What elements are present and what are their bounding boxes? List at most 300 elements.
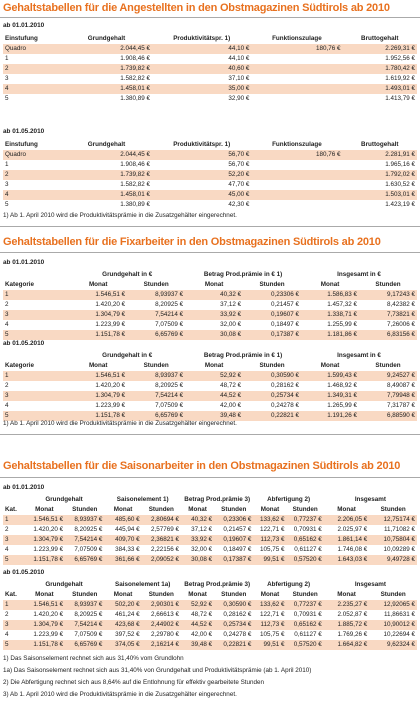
table-cell: 3 (3, 535, 24, 545)
group-header: Grundgehalt in € (69, 270, 185, 280)
table-row (3, 401, 417, 411)
table-row (3, 381, 417, 391)
blank-cell (3, 270, 69, 280)
table-cell: 1.413,79 € (342, 94, 417, 104)
s1-footnote: 1) Ab 1. April 2010 wird die Produktivitätsprämie in die Zusatzgehälter eingerechnet. (3, 212, 237, 219)
column-header: Stunden (287, 505, 324, 515)
column-header: Kategorie (3, 361, 69, 371)
table-cell: 4 (3, 320, 69, 330)
header-row (3, 505, 417, 515)
table-cell: 52,92 € (185, 371, 243, 381)
section3-title: Gehaltstabellen für die Saisonarbeiter in den Obstmagazinen Südtirols ab 2010 (3, 460, 401, 472)
table-cell (251, 180, 342, 190)
column-header: Stunden (142, 505, 181, 515)
table-cell: 1.908,46 € (61, 160, 152, 170)
table-cell: 3 (3, 391, 69, 401)
table-row (3, 150, 417, 160)
table-cell: 1.952,56 € (342, 54, 417, 64)
table-cell: 445,94 € (104, 525, 141, 535)
table-cell: 384,33 € (104, 545, 141, 555)
table-cell: 48,72 € (181, 610, 214, 620)
table-cell: 1.151,78 € (24, 640, 65, 650)
table-cell: 1.151,78 € (24, 555, 65, 565)
table-cell: 0,65162 € (287, 535, 324, 545)
group-header: Betrag Prod.prämie in € 1) (185, 270, 301, 280)
table-cell: 4 (3, 545, 24, 555)
s3-footnote-1a: 1a) Das Saisonselement rechnet sich aus 31,40% von Grundgehalt und Produktivitätsprämie (ab 1. April 2010) (3, 667, 312, 674)
table-cell: 1.151,78 € (69, 330, 127, 340)
column-header: Produktivitätspr. 1) (152, 34, 251, 44)
table-cell: 1.423,19 € (342, 200, 417, 210)
table-row (3, 300, 417, 310)
group-header: Abfertigung 2) (253, 495, 323, 505)
group-header: Grundgehalt (24, 495, 105, 505)
table-cell: 1.769,26 € (324, 630, 370, 640)
table-cell: 1.586,83 € (301, 290, 359, 300)
table-cell: 9,62324 € (369, 640, 417, 650)
table-cell: 122,71 € (253, 525, 286, 535)
table-cell: 10,22694 € (369, 630, 417, 640)
table-cell: 133,62 € (253, 600, 286, 610)
table-cell: 40,60 € (152, 64, 251, 74)
table-cell (251, 54, 342, 64)
table-cell: 1.780,42 € (342, 64, 417, 74)
table-cell: 2,57769 € (142, 525, 181, 535)
column-header: Monat (324, 590, 370, 600)
table-cell: 10,90012 € (369, 620, 417, 630)
table-cell: 1.792,02 € (342, 170, 417, 180)
table-cell: 1.191,26 € (301, 411, 359, 421)
header-row (3, 361, 417, 371)
column-header: Monat (24, 590, 65, 600)
header-row (3, 590, 417, 600)
table-cell: 1.420,20 € (24, 610, 65, 620)
table-row (3, 610, 417, 620)
table-cell: 2.235,27 € (324, 600, 370, 610)
group-header-row (3, 351, 417, 361)
table-cell: 12,75174 € (369, 515, 417, 525)
table-row (3, 180, 417, 190)
table-cell: 361,66 € (104, 555, 141, 565)
table-cell: 1 (3, 600, 24, 610)
table-cell: 1.151,78 € (69, 411, 127, 421)
table-cell: 32,90 € (152, 94, 251, 104)
table-cell: 2 (3, 381, 69, 391)
column-header: Einstufung (3, 140, 61, 150)
table-cell: 2.281,91 € (342, 150, 417, 160)
table-cell: 37,10 € (152, 74, 251, 84)
group-header-row (3, 495, 417, 505)
table-cell: 52,92 € (181, 600, 214, 610)
table-cell: 409,70 € (104, 535, 141, 545)
table-cell: 7,54214 € (127, 310, 185, 320)
table-cell: 2,16214 € (142, 640, 181, 650)
table-row (3, 160, 417, 170)
table-cell: 1.643,03 € (324, 555, 370, 565)
table-cell: 1.582,82 € (61, 180, 152, 190)
table-cell: 180,76 € (251, 44, 342, 54)
table-cell: 33,92 € (181, 535, 214, 545)
table-cell: 1.304,79 € (69, 391, 127, 401)
table-cell: 1.338,71 € (301, 310, 359, 320)
column-header: Monat (253, 590, 286, 600)
table-cell: 39,48 € (185, 411, 243, 421)
table-cell: 1.546,51 € (24, 515, 65, 525)
section2-title: Gehaltstabellen für die Fixarbeiter in den Obstmagazinen Südtirols ab 2010 (3, 236, 381, 248)
table-row (3, 600, 417, 610)
s2-block2-date: ab 01.05.2010 (3, 340, 45, 347)
table-cell: 8,93937 € (65, 515, 104, 525)
table-cell: 7,73821 € (359, 310, 417, 320)
table-row (3, 371, 417, 381)
table-cell: 2,22156 € (142, 545, 181, 555)
s2-table-1 (3, 270, 417, 340)
table-cell: 7,07509 € (127, 401, 185, 411)
table-cell: 30,08 € (185, 330, 243, 340)
divider (0, 434, 420, 435)
table-cell: 40,32 € (185, 290, 243, 300)
table-cell: 112,73 € (253, 620, 286, 630)
s3-footnote-1: 1) Das Saisonselement rechnet sich aus 31,40% vom Grundlohn (3, 655, 184, 662)
table-cell: 6,83156 € (359, 330, 417, 340)
table-cell: 39,48 € (181, 640, 214, 650)
table-cell (251, 74, 342, 84)
table-cell: 10,09289 € (369, 545, 417, 555)
table-cell: 1.265,99 € (301, 401, 359, 411)
section1-title: Gehaltstabellen für die Angestellten in den Obstmagazinen Südtirols ab 2010 (3, 2, 390, 14)
column-header: Monat (185, 361, 243, 371)
table-cell: 56,70 € (152, 160, 251, 170)
group-header: Betrag Prod.prämie 3) (181, 495, 253, 505)
table-cell: 48,72 € (185, 381, 243, 391)
table-cell: 0,18497 € (243, 320, 301, 330)
group-header: Abfertigung 2) (253, 580, 323, 590)
table-cell: 1.908,46 € (61, 54, 152, 64)
table-cell: 2.269,31 € (342, 44, 417, 54)
table-row (3, 620, 417, 630)
table-cell (251, 170, 342, 180)
table-cell (251, 200, 342, 210)
table-cell: 5 (3, 555, 24, 565)
table-cell: 42,00 € (181, 630, 214, 640)
table-cell: 12,92065 € (369, 600, 417, 610)
divider (0, 252, 420, 253)
group-header: Grundgehalt (24, 580, 105, 590)
table-cell: 1.304,79 € (24, 620, 65, 630)
table-cell (251, 94, 342, 104)
blank-cell (3, 351, 69, 361)
table-cell: 502,20 € (104, 600, 141, 610)
table-cell: 2,90301 € (142, 600, 181, 610)
table-cell: 32,00 € (181, 545, 214, 555)
group-header: Insgesamt in € (301, 351, 417, 361)
group-header: Saisonelement 1) (104, 495, 181, 505)
column-header: Stunden (359, 361, 417, 371)
table-cell: 1.546,51 € (24, 600, 65, 610)
table-cell: 1.739,82 € (61, 170, 152, 180)
column-header: Bruttogehalt (342, 140, 417, 150)
table-row (3, 320, 417, 330)
table-cell: 45,00 € (152, 190, 251, 200)
table-cell: 0,24278 € (243, 401, 301, 411)
table-cell: 1.304,79 € (69, 310, 127, 320)
table-cell: 1.965,16 € (342, 160, 417, 170)
table-cell: 423,68 € (104, 620, 141, 630)
table-cell (251, 190, 342, 200)
table-cell: 1.582,82 € (61, 74, 152, 84)
column-header: Funktionszulage (251, 140, 342, 150)
blank-cell (3, 580, 24, 590)
table-cell: 42,30 € (152, 200, 251, 210)
group-header-row (3, 270, 417, 280)
table-cell: 33,92 € (185, 310, 243, 320)
table-cell: 1.458,01 € (61, 84, 152, 94)
column-header: Monat (324, 505, 370, 515)
column-header: Monat (104, 505, 141, 515)
table-cell: 0,77237 € (287, 600, 324, 610)
table-cell: 9,24527 € (359, 371, 417, 381)
table-cell: 1.739,82 € (61, 64, 152, 74)
table-cell: 0,17387 € (214, 555, 253, 565)
group-header: Betrag Prod.prämie in € 1) (185, 351, 301, 361)
table-cell: 99,51 € (253, 640, 286, 650)
column-header: Stunden (369, 505, 417, 515)
column-header: Monat (253, 505, 286, 515)
table-cell: 7,07509 € (127, 320, 185, 330)
column-header: Stunden (287, 590, 324, 600)
table-cell: 1.223,99 € (69, 320, 127, 330)
s3-footnote-3: 3) Ab 1. April 2010 wird die Produktivitätsprämie in die Zusatzgehälter eingerechnet. (3, 691, 237, 698)
column-header: Monat (69, 280, 127, 290)
group-header: Saisonelement 1a) (104, 580, 181, 590)
table-cell: 1.619,92 € (342, 74, 417, 84)
table-row (3, 190, 417, 200)
table-cell: 0,70931 € (287, 525, 324, 535)
column-header: Kat. (3, 590, 24, 600)
table-cell: 5 (3, 411, 69, 421)
table-cell: 8,20925 € (127, 300, 185, 310)
table-row (3, 391, 417, 401)
table-cell: 1.420,20 € (69, 381, 127, 391)
table-cell: 1.181,86 € (301, 330, 359, 340)
table-cell: 44,52 € (181, 620, 214, 630)
table-row (3, 44, 417, 54)
divider (0, 226, 420, 227)
table-cell: 0,61127 € (287, 630, 324, 640)
table-cell: 0,25734 € (214, 620, 253, 630)
table-row (3, 170, 417, 180)
table-cell: 0,70931 € (287, 610, 324, 620)
table-cell: 1.420,20 € (24, 525, 65, 535)
table-cell: 42,00 € (185, 401, 243, 411)
column-header: Monat (301, 280, 359, 290)
table-cell: 5 (3, 200, 61, 210)
table-cell (251, 64, 342, 74)
column-header: Monat (104, 590, 141, 600)
column-header: Stunden (214, 505, 253, 515)
group-header: Grundgehalt in € (69, 351, 185, 361)
s2-footnote: 1) Ab 1. April 2010 wird die Produktivitätsprämie in die Zusatzgehälter eingerechnet. (3, 420, 237, 427)
table-cell: 2 (3, 525, 24, 535)
column-header: Stunden (127, 280, 185, 290)
table-cell: 6,88590 € (359, 411, 417, 421)
table-cell: 8,93937 € (127, 371, 185, 381)
table-cell: Quadro (3, 44, 61, 54)
table-row (3, 545, 417, 555)
table-cell: 6,65769 € (127, 411, 185, 421)
table-cell: 1 (3, 371, 69, 381)
table-cell: 1.223,99 € (24, 545, 65, 555)
table-cell: 0,23306 € (243, 290, 301, 300)
s3-block2-date: ab 01.05.2010 (3, 569, 45, 576)
table-cell: 1.223,99 € (24, 630, 65, 640)
column-header: Stunden (214, 590, 253, 600)
table-cell: 8,42382 € (359, 300, 417, 310)
table-cell: 1.664,82 € (324, 640, 370, 650)
table-cell: 9,49728 € (369, 555, 417, 565)
table-cell: 40,32 € (181, 515, 214, 525)
s3-table-1 (3, 495, 417, 565)
column-header: Stunden (65, 505, 104, 515)
table-row (3, 515, 417, 525)
table-cell: 2.044,45 € (61, 150, 152, 160)
column-header: Stunden (359, 280, 417, 290)
table-row (3, 84, 417, 94)
column-header: Stunden (127, 361, 185, 371)
table-cell: 37,12 € (185, 300, 243, 310)
table-cell: 0,22821 € (214, 640, 253, 650)
table-cell: 2,44902 € (142, 620, 181, 630)
table-cell: 485,60 € (104, 515, 141, 525)
column-header: Bruttogehalt (342, 34, 417, 44)
table-cell: 37,12 € (181, 525, 214, 535)
s3-table-2 (3, 580, 417, 650)
table-row (3, 310, 417, 320)
table-cell: 2,29780 € (142, 630, 181, 640)
table-cell: 0,22821 € (243, 411, 301, 421)
column-header: Monat (185, 280, 243, 290)
table-cell: 8,20925 € (65, 525, 104, 535)
s3-block1-date: ab 01.01.2010 (3, 484, 45, 491)
column-header: Stunden (369, 590, 417, 600)
table-cell: 5 (3, 94, 61, 104)
table-cell: 5 (3, 330, 69, 340)
table-cell: 0,21457 € (243, 300, 301, 310)
table-cell: 4 (3, 401, 69, 411)
table-cell: 1.349,31 € (301, 391, 359, 401)
table-cell: 4 (3, 630, 24, 640)
table-cell: 1.380,89 € (61, 94, 152, 104)
column-header: Monat (69, 361, 127, 371)
divider (0, 477, 420, 478)
column-header: Monat (24, 505, 65, 515)
table-cell: 1.304,79 € (24, 535, 65, 545)
s1-block1-date: ab 01.01.2010 (3, 22, 45, 29)
table-cell: 0,57520 € (287, 640, 324, 650)
header-row (3, 280, 417, 290)
blank-cell (3, 495, 24, 505)
table-cell: 2,66613 € (142, 610, 181, 620)
table-cell: 1.457,32 € (301, 300, 359, 310)
table-cell: 5 (3, 640, 24, 650)
s2-table-2 (3, 351, 417, 421)
table-cell: 52,20 € (152, 170, 251, 180)
table-cell: 2 (3, 170, 61, 180)
table-cell: 133,62 € (253, 515, 286, 525)
s1-table-1 (3, 34, 417, 104)
group-header: Insgesamt in € (301, 270, 417, 280)
table-row (3, 640, 417, 650)
table-cell: 0,77237 € (287, 515, 324, 525)
column-header: Einstufung (3, 34, 61, 44)
table-cell: 8,20925 € (65, 610, 104, 620)
group-header-row (3, 580, 417, 590)
table-row (3, 330, 417, 340)
table-cell: 0,17387 € (243, 330, 301, 340)
header-row (3, 34, 417, 44)
table-cell: 7,79948 € (359, 391, 417, 401)
table-cell: 7,54214 € (65, 535, 104, 545)
column-header: Monat (301, 361, 359, 371)
table-cell: 8,93937 € (127, 290, 185, 300)
table-cell: 2,80694 € (142, 515, 181, 525)
table-cell: 7,31787 € (359, 401, 417, 411)
table-cell: 2 (3, 64, 61, 74)
s3-footnote-2: 2) Die Abfertigung rechnet sich aus 8,64% auf die Entlohnung für effektiv gearbeitete Stunden (3, 679, 265, 686)
table-cell: 2 (3, 610, 24, 620)
table-cell: 122,71 € (253, 610, 286, 620)
table-cell: 7,54214 € (127, 391, 185, 401)
table-cell: 1.861,14 € (324, 535, 370, 545)
table-cell: 0,19607 € (214, 535, 253, 545)
table-row (3, 630, 417, 640)
table-cell: 2.025,97 € (324, 525, 370, 535)
table-cell: 3 (3, 74, 61, 84)
table-cell: 105,75 € (253, 545, 286, 555)
table-cell: 105,75 € (253, 630, 286, 640)
group-header: Insgesamt (324, 495, 417, 505)
group-header: Betrag Prod.prämie 3) (181, 580, 253, 590)
table-cell: 11,86631 € (369, 610, 417, 620)
table-cell: 1 (3, 54, 61, 64)
table-cell: 1 (3, 160, 61, 170)
table-row (3, 74, 417, 84)
table-row (3, 94, 417, 104)
divider (0, 17, 420, 18)
table-cell: 30,08 € (181, 555, 214, 565)
table-cell: 44,52 € (185, 391, 243, 401)
table-cell: 7,26006 € (359, 320, 417, 330)
table-cell: 6,65769 € (65, 640, 104, 650)
table-cell: 1.493,01 € (342, 84, 417, 94)
table-cell (251, 160, 342, 170)
table-cell: 2.052,87 € (324, 610, 370, 620)
table-cell: 11,71082 € (369, 525, 417, 535)
table-row (3, 200, 417, 210)
table-cell: 4 (3, 84, 61, 94)
table-cell: 1.380,89 € (61, 200, 152, 210)
table-cell: 1.223,99 € (69, 401, 127, 411)
table-cell: 0,61127 € (287, 545, 324, 555)
table-cell: 3 (3, 620, 24, 630)
table-cell: 1.546,51 € (69, 371, 127, 381)
table-cell: 0,30590 € (243, 371, 301, 381)
s1-block2-date: ab 01.05.2010 (3, 128, 45, 135)
table-cell (251, 84, 342, 94)
table-cell: 2,09052 € (142, 555, 181, 565)
table-cell: 180,76 € (251, 150, 342, 160)
table-row (3, 290, 417, 300)
